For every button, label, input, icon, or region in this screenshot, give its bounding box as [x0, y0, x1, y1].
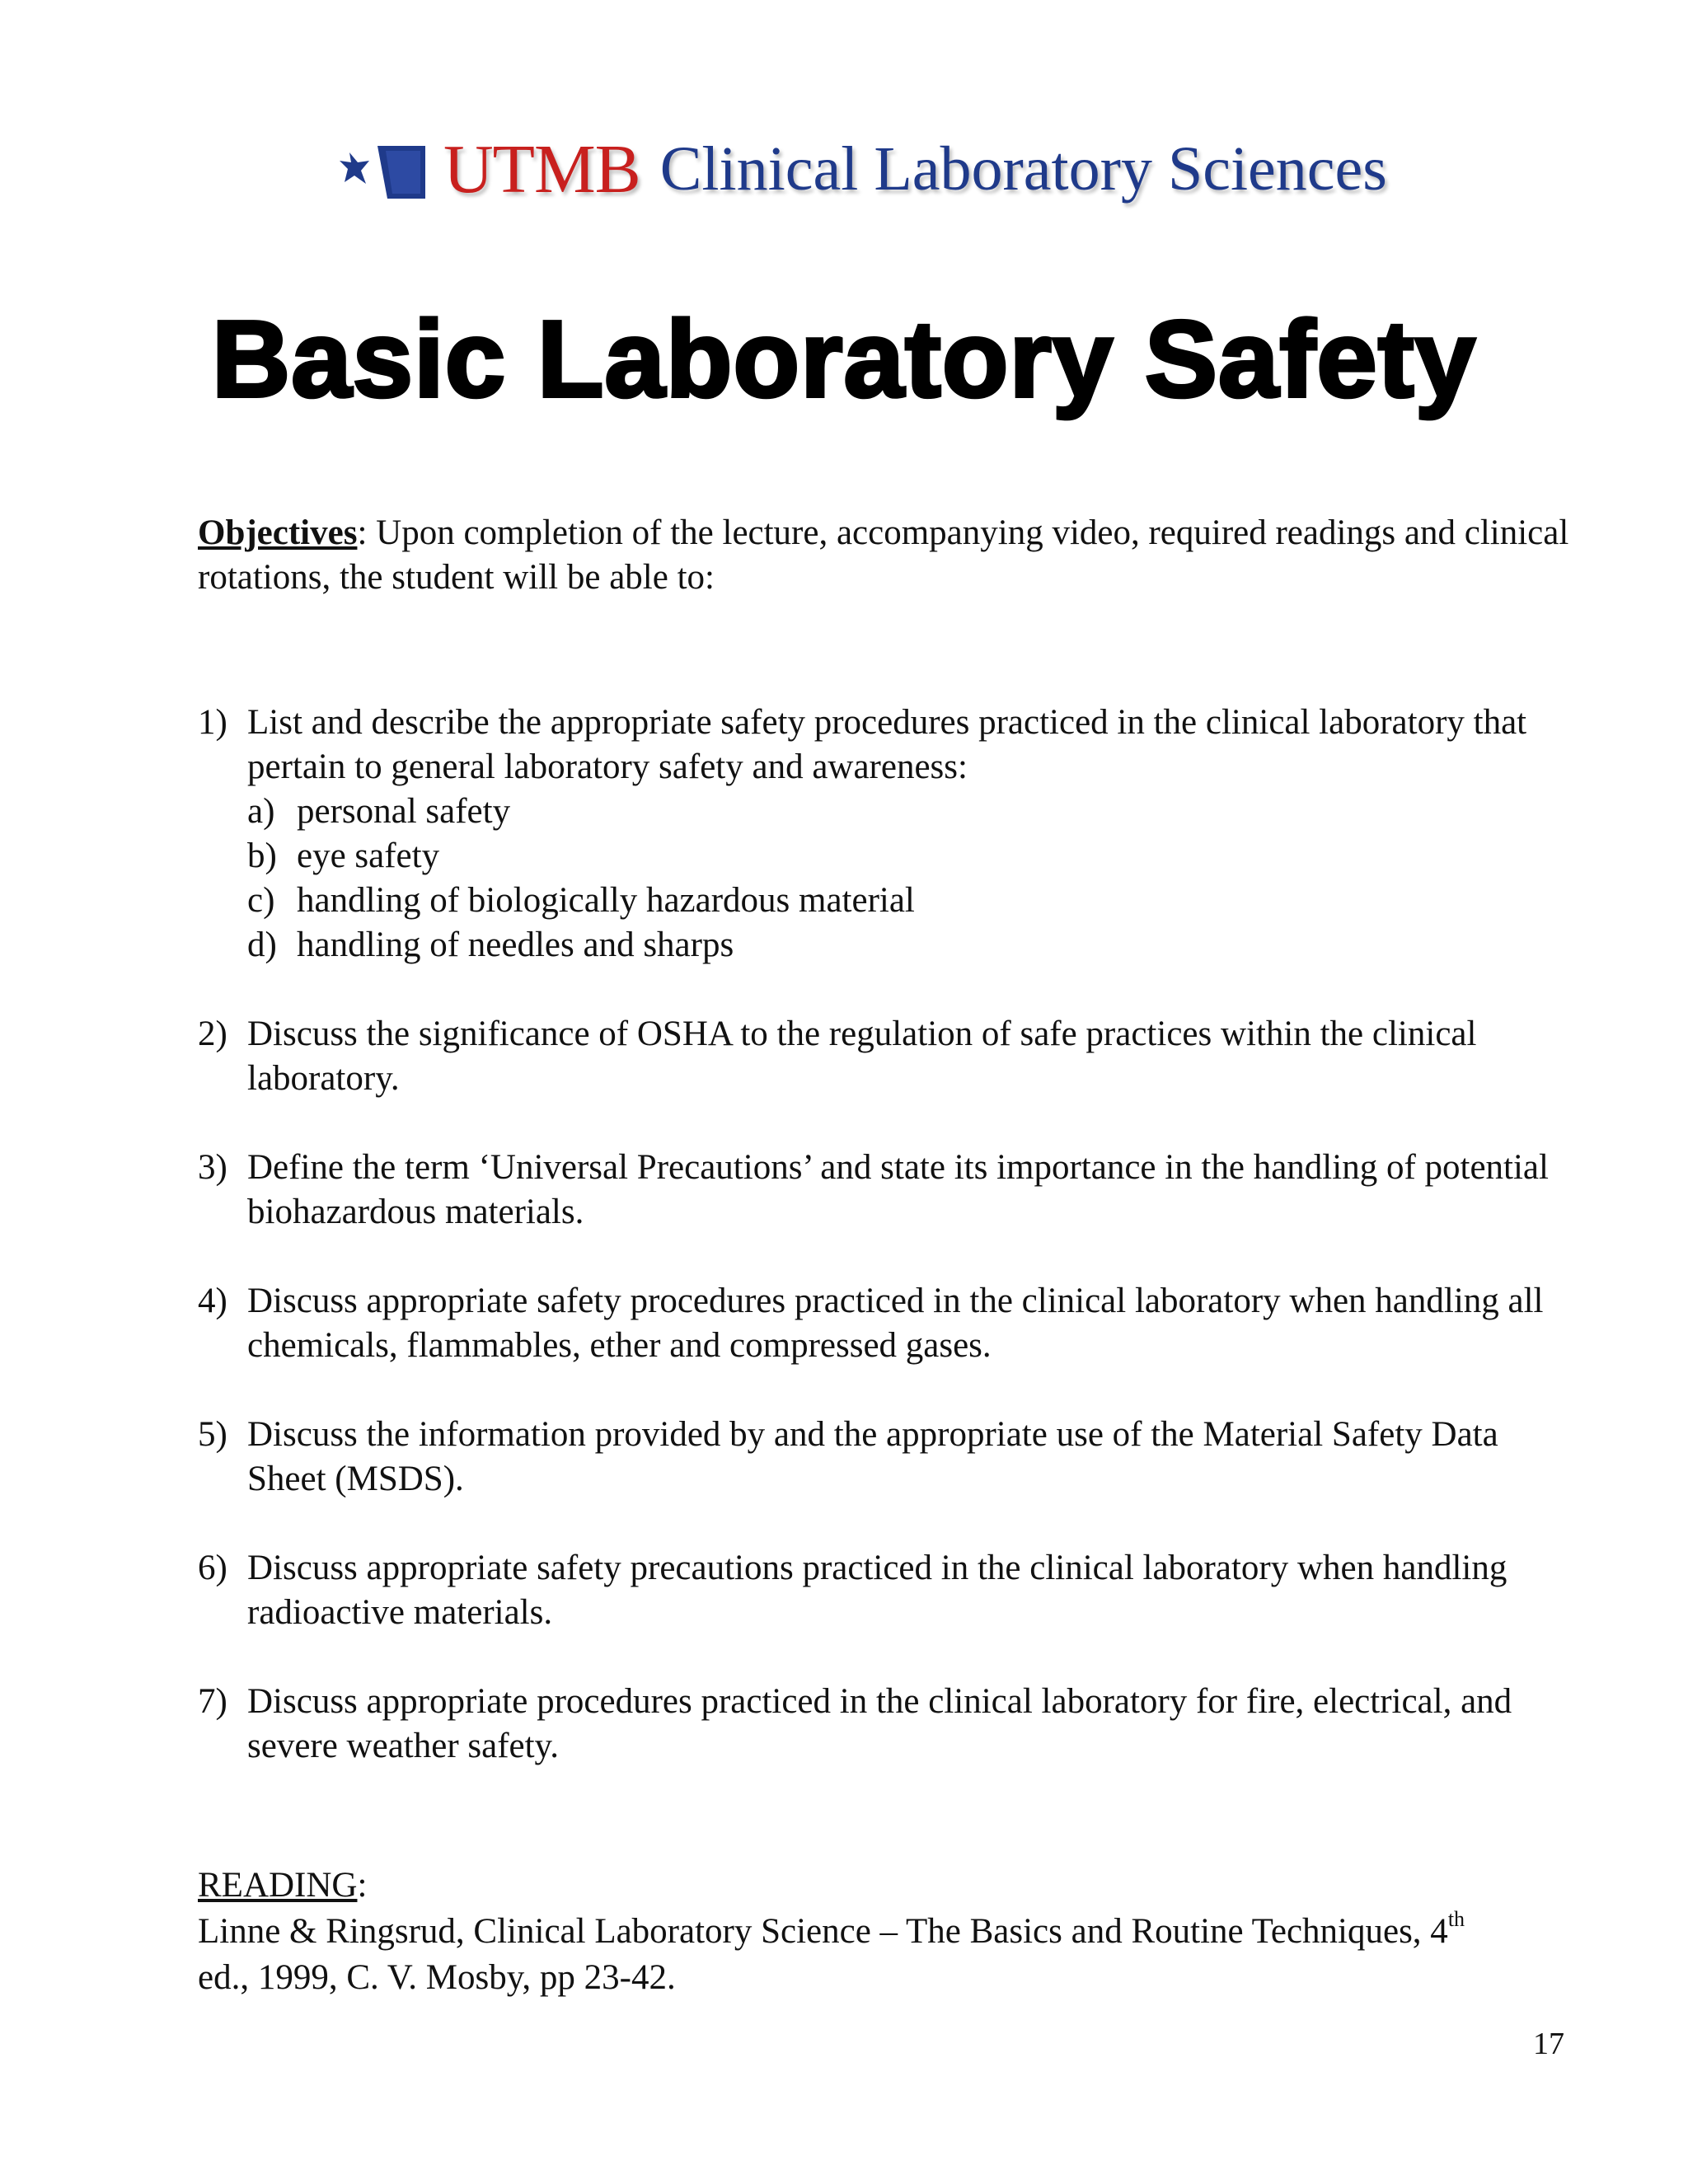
sub-item	[247, 834, 1582, 879]
objectives-list	[198, 701, 1582, 1769]
item-number: 2)	[198, 1015, 227, 1053]
sub-list	[247, 790, 1582, 968]
logo-utmb-text: UTMB	[443, 130, 640, 208]
star-flag-icon	[338, 136, 429, 202]
reading-heading	[198, 1863, 1582, 1909]
item-text: Discuss the significance of OSHA to the regulation of safe practices within the clinical laboratory.	[247, 1015, 1477, 1098]
sub-item	[247, 790, 1582, 834]
list-item	[198, 1546, 1582, 1635]
item-number: 7)	[198, 1682, 227, 1721]
list-item	[198, 1413, 1582, 1502]
list-item	[198, 1279, 1582, 1368]
sub-letter: b)	[247, 837, 277, 875]
sub-letter: a)	[247, 792, 275, 831]
item-text: Define the term ‘Universal Precautions’ and state its importance in the handling of potential biohazardous materials.	[247, 1148, 1549, 1231]
objectives-section	[198, 511, 1582, 1813]
page-number: 17	[1533, 2027, 1564, 2061]
item-text: Discuss appropriate safety precautions practiced in the clinical laboratory when handling radioactive materials.	[247, 1549, 1507, 1632]
sub-text: handling of biologically hazardous material	[297, 881, 915, 920]
sub-item	[247, 923, 1582, 968]
page-title: Basic Laboratory Safety	[211, 298, 1477, 419]
objectives-intro-text: : Upon completion of the lecture, accompanying video, required readings and clinical rotations, the student will be able to:	[198, 513, 1569, 597]
item-text: Discuss appropriate procedures practiced in the clinical laboratory for fire, electrical, and severe weather safety.	[247, 1682, 1512, 1765]
item-number: 1)	[198, 703, 227, 742]
item-number: 6)	[198, 1549, 227, 1587]
list-item	[198, 1012, 1582, 1101]
logo-department-text: Clinical Laboratory Sciences	[659, 134, 1387, 204]
objectives-intro	[198, 511, 1582, 600]
citation-superscript: th	[1447, 1907, 1465, 1931]
item-number: 3)	[198, 1148, 227, 1187]
item-text: Discuss the information provided by and the appropriate use of the Material Safety Data Sheet (MSDS).	[247, 1415, 1498, 1498]
sub-item	[247, 879, 1582, 923]
sub-text: personal safety	[297, 792, 511, 831]
sub-letter: d)	[247, 926, 277, 964]
sub-text: handling of needles and sharps	[297, 926, 734, 964]
item-text: Discuss appropriate safety procedures practiced in the clinical laboratory when handling all chemicals, flammables, ether and compressed gases.	[247, 1282, 1544, 1365]
list-item	[198, 701, 1582, 968]
list-item	[198, 1146, 1582, 1235]
reading-section	[198, 1863, 1582, 2001]
list-item	[198, 1680, 1582, 1769]
reading-citation-cont: ed., 1999, C. V. Mosby, pp 23-42.	[198, 1958, 676, 1997]
item-number: 4)	[198, 1282, 227, 1320]
objectives-label: Objectives	[198, 513, 358, 552]
item-number: 5)	[198, 1415, 227, 1454]
reading-citation	[198, 1909, 1582, 1955]
citation-text: Linne & Ringsrud, Clinical Laboratory Science – The Basics and Routine Techniques, 4	[198, 1912, 1448, 1951]
reading-colon: :	[357, 1866, 368, 1905]
sub-text: eye safety	[297, 837, 440, 875]
sub-letter: c)	[247, 881, 275, 920]
utmb-logo	[338, 124, 1387, 214]
reading-label: READING	[198, 1866, 358, 1905]
item-text: List and describe the appropriate safety procedures practiced in the clinical laboratory that pertain to general laboratory safety and awareness:	[247, 703, 1527, 786]
